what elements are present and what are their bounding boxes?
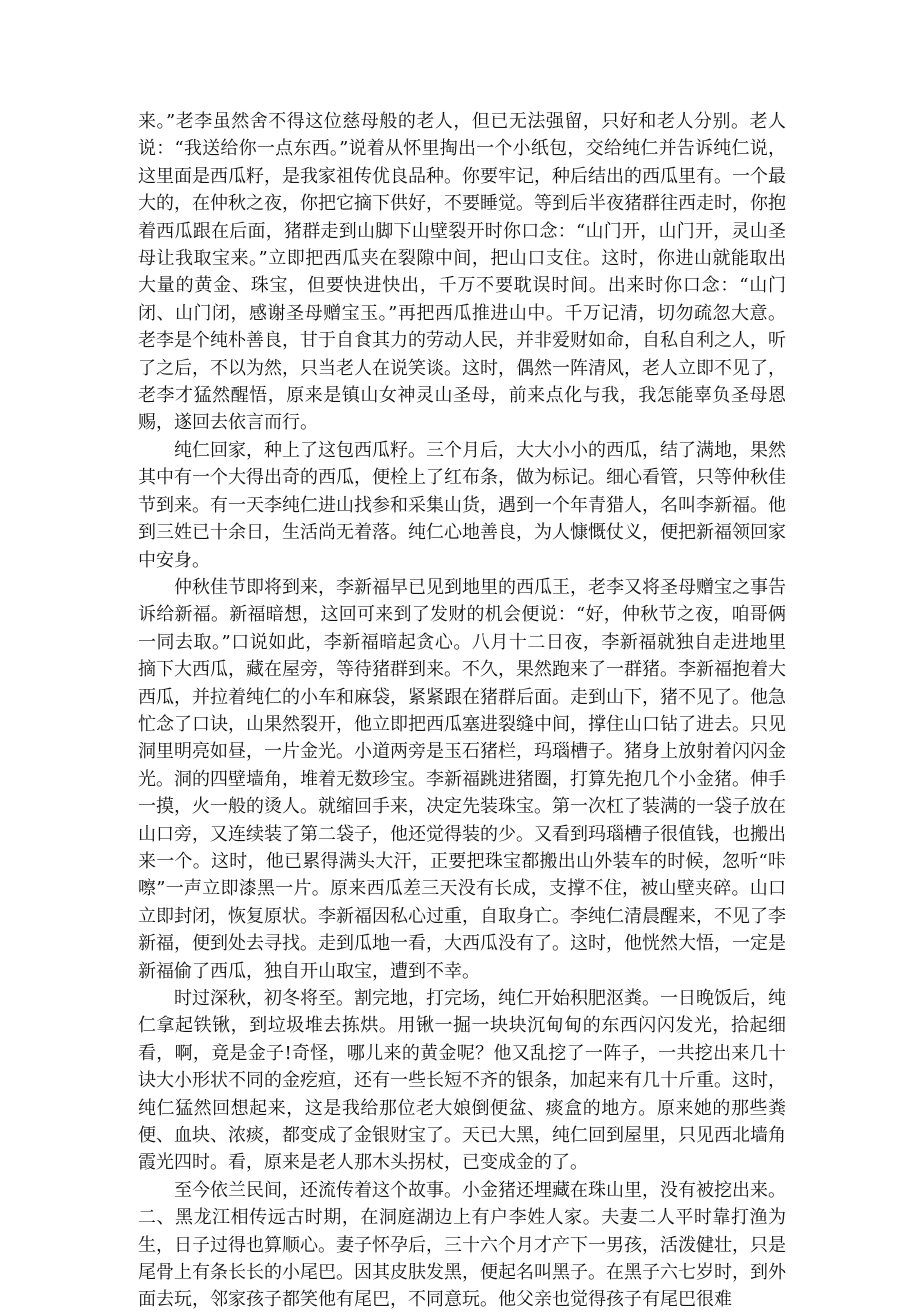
paragraph-3: 仲秋佳节即将到来，李新福早已见到地里的西瓜王，老李又将圣母赠宝之事告诉给新福。新福暗想，这回可来到了发财的机会便说：“好，仲秋节之夜，咱哥俩一同去取。”口说如此，李新福暗起贪心。八月十二日夜，李新福就独自走进地里摘下大西瓜，藏在屋旁，等待猪群到来。不久，果然跑来了一群猪。李新福抱着大西瓜，并拉着纯仁的小车和麻袋，紧紧跟在猪群后面。走到山下，猪不见了。他急忙念了口诀，山果然裂开，他立即把西瓜塞进裂缝中间，撑住山口钻了进去。只见洞里明亮如昼，一片金光。小道两旁是玉石猪栏，玛瑙槽子。猪身上放射着闪闪金光。洞的四壁墙角，堆着无数珍宝。李新福跳进猪圈，打算先抱几个小金猪。伸手一摸，火一般的烫人。就缩回手来，决定先装珠宝。第一次杠了装满的一袋子放在山口旁，又连续装了第二袋子，他还觉得装的少。又看到玛瑙槽子很值钱，也搬出来一个。这时，他已累得满头大汗，正要把珠宝都搬出山外装车的时候，忽听“咔嚓”一声立即漆黑一片。原来西瓜差三天没有长成，支撑不住，被山壁夹碎。山口立即封闭，恢复原状。李新福因私心过重，自取身亡。李纯仁清晨醒来，不见了李新福，便到处去寻找。走到瓜地一看，大西瓜没有了。这时，他恍然大悟，一定是新福偷了西瓜，独自开山取宝，遭到不幸。 — [138, 576, 786, 982]
paragraph-6: 二、黑龙江相传远古时期，在洞庭湖边上有户李姓人家。夫妻二人平时靠打渔为生，日子过得也算顺心。妻子怀孕后，三十六个月才产下一男孩，活泼健壮，只是尾骨上有条长长的小尾巴。因其皮肤发黑，便起名叫黑子。在黑子六七岁时，到外面去玩，邻家孩子都笑他有尾巴，不同意玩。他父亲也觉得孩子有尾巴很难 — [138, 1207, 786, 1311]
document-page — [138, 108, 786, 1314]
paragraph-1: 来。”老李虽然舍不得这位慈母般的老人，但已无法强留，只好和老人分别。老人说：“我送给你一点东西。”说着从怀里掏出一个小纸包，交给纯仁并告诉纯仁说，这里面是西瓜籽，是我家祖传优良品种。你要牢记，种后结出的西瓜里有。一个最大的，在仲秋之夜，你把它摘下供好，不要睡觉。等到后半夜猪群往西走时，你抱着西瓜跟在后面，猪群走到山脚下山壁裂开时你口念：“山门开，山门开，灵山圣母让我取宝来。”立即把西瓜夹在裂隙中间，把山口支住。这时，你进山就能取出大量的黄金、珠宝，但要快进快出，千万不要耽误时间。出来时你口念：“山门闭、山门闭，感谢圣母赠宝玉。”再把西瓜推进山中。千万记清，切勿疏忽大意。老李是个纯朴善良，甘于自食其力的劳动人民，并非爱财如命，自私自利之人，听了之后，不以为然，只当老人在说笑谈。这时，偶然一阵清风，老人立即不见了，老李才猛然醒悟，原来是镇山女神灵山圣母，前来点化与我，我怎能辜负圣母恩赐，遂回去依言而行。 — [138, 111, 786, 434]
paragraph-5: 至今依兰民间，还流传着这个故事。小金猪还埋藏在珠山里，没有被挖出来。 — [174, 1179, 786, 1201]
paragraph-2: 纯仁回家，种上了这包西瓜籽。三个月后，大大小小的西瓜，结了满地，果然其中有一个大得出奇的西瓜，便栓上了红布条，做为标记。细心看管，只等仲秋佳节到来。有一天李纯仁进山找参和采集山货，遇到一个年青猎人，名叫李新福。他到三姓已十余日，生活尚无着落。纯仁心地善良，为人慷慨仗义，便把新福领回家中安身。 — [138, 439, 786, 571]
paragraph-4: 时过深秋，初冬将至。割完地，打完场，纯仁开始积肥沤粪。一日晚饭后，纯仁拿起铁锹，到垃圾堆去拣烘。用锹一掘一块块沉甸甸的东西闪闪发光，拾起细看，啊，竟是金子!奇怪，哪儿来的黄金呢？他又乱挖了一阵子，一共挖出来几十诀大小形状不同的金疙疸，还有一些长短不齐的银条，加起来有几十斤重。这时，纯仁猛然回想起来，这是我给那位老大娘倒便盆、痰盒的地方。原来她的那些粪便、血块、浓痰，都变成了金银财宝了。天已大黑，纯仁回到屋里，只见西北墙角霞光四时。看，原来是老人那木头拐杖，已变成金的了。 — [138, 988, 786, 1174]
